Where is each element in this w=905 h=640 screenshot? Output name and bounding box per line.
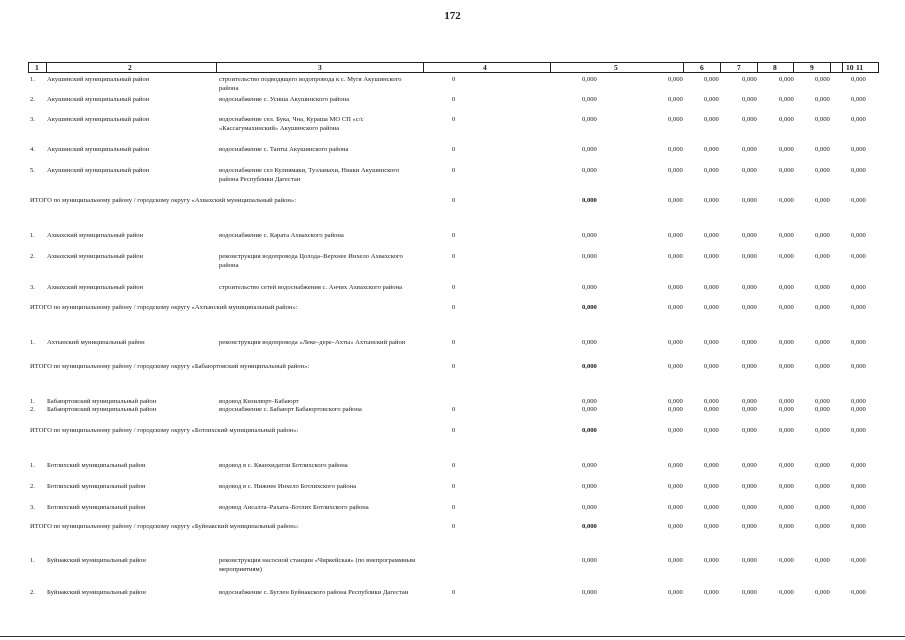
object-cell: строительство подводящего водопровода к с. Мугя Акушинского района <box>219 76 402 92</box>
value-cell-5: 0,000 <box>582 253 597 260</box>
value-cell-8: 0,000 <box>742 462 757 469</box>
value-cell-6: 0,000 <box>668 232 683 239</box>
col4-cell: 0 <box>452 304 456 311</box>
value-cell-9: 0,000 <box>779 167 794 174</box>
value-cell-5: 0,000 <box>582 339 597 346</box>
value-cell-9: 0,000 <box>779 197 794 204</box>
value-cell-6: 0,000 <box>668 146 683 153</box>
value-cell-7: 0,000 <box>704 96 719 103</box>
value-cell-7: 0,000 <box>704 406 719 413</box>
header-col-11: 11 <box>856 63 864 72</box>
col4-cell: 0 <box>452 116 456 123</box>
row-number: 3. <box>30 504 35 511</box>
value-cell-8: 0,000 <box>742 116 757 123</box>
value-cell-6: 0,000 <box>668 253 683 260</box>
value-cell-8: 0,000 <box>742 504 757 511</box>
value-cell-6: 0,000 <box>668 304 683 311</box>
value-cell-10: 0,000 <box>815 427 830 434</box>
value-cell-11: 0,000 <box>851 339 866 346</box>
header-col-9: 9 <box>810 63 814 72</box>
value-cell-8: 0,000 <box>742 96 757 103</box>
district-cell: Акушинский муниципальный район <box>47 146 150 153</box>
col4-cell: 0 <box>452 427 456 434</box>
value-cell-8: 0,000 <box>742 232 757 239</box>
object-cell: водовод Ансалта–Рахата–Ботлих Ботлихского района <box>219 504 369 511</box>
col4-cell: 0 <box>452 406 456 413</box>
value-cell-9: 0,000 <box>779 146 794 153</box>
value-cell-8: 0,000 <box>742 398 757 405</box>
value-cell-11: 0,000 <box>851 167 866 174</box>
row-number: 2. <box>30 483 35 490</box>
value-cell-5: 0,000 <box>582 232 597 239</box>
value-cell-11: 0,000 <box>851 76 866 83</box>
value-cell-5: 0,000 <box>582 504 597 511</box>
district-cell: Ахтынский муниципальный район <box>47 339 145 346</box>
value-cell-10: 0,000 <box>815 96 830 103</box>
value-cell-6: 0,000 <box>668 462 683 469</box>
value-cell-5: 0,000 <box>582 557 597 564</box>
row-number: 2. <box>30 589 35 596</box>
object-cell: водовод в с. Кванхидатли Ботлихского района <box>219 462 348 469</box>
row-number: 1. <box>30 462 35 469</box>
value-cell-6: 0,000 <box>668 504 683 511</box>
value-cell-11: 0,000 <box>851 398 866 405</box>
row-number: 5. <box>30 167 35 174</box>
value-cell-10: 0,000 <box>815 483 830 490</box>
value-cell-11: 0,000 <box>851 363 866 370</box>
value-cell-9: 0,000 <box>779 284 794 291</box>
value-cell-7: 0,000 <box>704 146 719 153</box>
value-cell-9: 0,000 <box>779 557 794 564</box>
value-cell-6: 0,000 <box>668 116 683 123</box>
value-cell-7: 0,000 <box>704 167 719 174</box>
value-cell-10: 0,000 <box>815 589 830 596</box>
value-cell-10: 0,000 <box>815 523 830 530</box>
value-cell-6: 0,000 <box>668 406 683 413</box>
row-number: 3. <box>30 116 35 123</box>
value-cell-6: 0,000 <box>668 339 683 346</box>
value-cell-5: 0,000 <box>582 116 597 123</box>
value-cell-7: 0,000 <box>704 116 719 123</box>
value-cell-10: 0,000 <box>815 146 830 153</box>
col4-cell: 0 <box>452 589 456 596</box>
value-cell-7: 0,000 <box>704 232 719 239</box>
value-cell-10: 0,000 <box>815 557 830 564</box>
value-cell-11: 0,000 <box>851 304 866 311</box>
row-number: 2. <box>30 406 35 413</box>
value-cell-8: 0,000 <box>742 197 757 204</box>
value-cell-8: 0,000 <box>742 339 757 346</box>
col4-cell: 0 <box>452 76 456 83</box>
value-cell-11: 0,000 <box>851 589 866 596</box>
header-divider <box>757 62 758 72</box>
col4-cell: 0 <box>452 483 456 490</box>
value-cell-9: 0,000 <box>779 462 794 469</box>
value-cell-8: 0,000 <box>742 557 757 564</box>
value-cell-6: 0,000 <box>668 523 683 530</box>
col4-cell: 0 <box>452 523 456 530</box>
value-cell-8: 0,000 <box>742 427 757 434</box>
col4-cell: 0 <box>452 96 456 103</box>
value-cell-8: 0,000 <box>742 76 757 83</box>
row-number: 1. <box>30 232 35 239</box>
value-cell-6: 0,000 <box>668 167 683 174</box>
district-cell: Бабаюртовский муниципальный район <box>47 398 157 405</box>
value-cell-5: 0,000 <box>582 589 597 596</box>
total-label: ИТОГО по муниципальному району / городскому округу «Ботлихский муниципальный район»: <box>30 427 299 434</box>
value-cell-7: 0,000 <box>704 339 719 346</box>
value-cell-11: 0,000 <box>851 116 866 123</box>
value-cell-9: 0,000 <box>779 253 794 260</box>
value-cell-6: 0,000 <box>668 284 683 291</box>
value-cell-8: 0,000 <box>742 483 757 490</box>
value-cell-11: 0,000 <box>851 523 866 530</box>
value-cell-9: 0,000 <box>779 398 794 405</box>
value-cell-11: 0,000 <box>851 462 866 469</box>
header-divider <box>720 62 721 72</box>
value-cell-10: 0,000 <box>815 406 830 413</box>
value-cell-10: 0,000 <box>815 398 830 405</box>
header-col-3: 3 <box>318 63 322 72</box>
district-cell: Ахвахский муниципальный район <box>47 232 144 239</box>
district-cell: Буйнакский муниципальный район <box>47 589 146 596</box>
row-number: 1. <box>30 76 35 83</box>
header-col-7: 7 <box>737 63 741 72</box>
value-cell-7: 0,000 <box>704 304 719 311</box>
district-cell: Ахвахский муниципальный район <box>47 253 144 260</box>
table-header <box>28 62 879 73</box>
header-divider <box>793 62 794 72</box>
col4-cell: 0 <box>452 504 456 511</box>
value-cell-9: 0,000 <box>779 232 794 239</box>
value-cell-8: 0,000 <box>742 523 757 530</box>
value-cell-9: 0,000 <box>779 96 794 103</box>
value-cell-9: 0,000 <box>779 304 794 311</box>
value-cell-7: 0,000 <box>704 253 719 260</box>
header-divider <box>878 62 879 72</box>
row-number: 1. <box>30 557 35 564</box>
district-cell: Ботлихский муниципальный район <box>47 483 146 490</box>
value-cell-8: 0,000 <box>742 304 757 311</box>
value-cell-10: 0,000 <box>815 304 830 311</box>
value-cell-9: 0,000 <box>779 427 794 434</box>
header-divider <box>28 62 29 72</box>
value-cell-9: 0,000 <box>779 406 794 413</box>
value-cell-6: 0,000 <box>668 197 683 204</box>
value-cell-11: 0,000 <box>851 427 866 434</box>
value-cell-5: 0,000 <box>582 284 597 291</box>
value-cell-9: 0,000 <box>779 504 794 511</box>
value-cell-8: 0,000 <box>742 363 757 370</box>
value-cell-6: 0,000 <box>668 96 683 103</box>
value-cell-7: 0,000 <box>704 523 719 530</box>
value-cell-6: 0,000 <box>668 398 683 405</box>
value-cell-5: 0,000 <box>582 167 597 174</box>
value-cell-10: 0,000 <box>815 116 830 123</box>
object-cell: водовод Кизилюрт–Бабаюрт <box>219 398 299 405</box>
value-cell-6: 0,000 <box>668 427 683 434</box>
value-cell-10: 0,000 <box>815 167 830 174</box>
value-cell-10: 0,000 <box>815 76 830 83</box>
header-divider <box>550 62 551 72</box>
header-col-4: 4 <box>483 63 487 72</box>
header-divider <box>46 62 47 72</box>
value-cell-7: 0,000 <box>704 589 719 596</box>
value-cell-10: 0,000 <box>815 363 830 370</box>
object-cell: водоснабжение сел. Бука, Чна, Кураша МО СП «с/с «Кассагумахинский» Акушинского района <box>219 116 364 132</box>
value-cell-11: 0,000 <box>851 96 866 103</box>
value-cell-5: 0,000 <box>582 406 597 413</box>
col4-cell: 0 <box>452 363 456 370</box>
header-col-6: 6 <box>700 63 704 72</box>
header-divider <box>842 62 843 72</box>
row-number: 3. <box>30 284 35 291</box>
value-cell-5: 0,000 <box>582 523 597 530</box>
col4-cell: 0 <box>452 339 456 346</box>
value-cell-11: 0,000 <box>851 253 866 260</box>
object-cell: реконструкция водопровода «Леке–дере–Ахты» Ахтынский район <box>219 339 406 346</box>
value-cell-6: 0,000 <box>668 483 683 490</box>
value-cell-7: 0,000 <box>704 398 719 405</box>
object-cell: реконструкция насосной станции «Чиркейская» (по внепрограммным мероприятиям) <box>219 557 416 573</box>
header-divider <box>423 62 424 72</box>
header-divider <box>830 62 831 72</box>
total-label: ИТОГО по муниципальному району / городскому округу «Ахвахский муниципальный район»: <box>30 197 297 204</box>
row-number: 1. <box>30 398 35 405</box>
object-cell: строительство сетей водоснабжения с. Анчих Ахвахского района <box>219 284 403 291</box>
header-col-8: 8 <box>773 63 777 72</box>
object-cell: водоснабжение с. Карата Ахвахского района <box>219 232 344 239</box>
value-cell-5: 0,000 <box>582 483 597 490</box>
district-cell: Буйнакский муниципальный район <box>47 557 146 564</box>
value-cell-9: 0,000 <box>779 339 794 346</box>
col4-cell: 0 <box>452 232 456 239</box>
row-number: 2. <box>30 96 35 103</box>
value-cell-11: 0,000 <box>851 483 866 490</box>
value-cell-10: 0,000 <box>815 232 830 239</box>
value-cell-11: 0,000 <box>851 146 866 153</box>
district-cell: Акушинский муниципальный район <box>47 167 150 174</box>
header-divider <box>216 62 217 72</box>
value-cell-6: 0,000 <box>668 557 683 564</box>
col4-cell: 0 <box>452 146 456 153</box>
value-cell-10: 0,000 <box>815 284 830 291</box>
value-cell-7: 0,000 <box>704 427 719 434</box>
value-cell-10: 0,000 <box>815 253 830 260</box>
value-cell-10: 0,000 <box>815 197 830 204</box>
value-cell-9: 0,000 <box>779 483 794 490</box>
value-cell-7: 0,000 <box>704 76 719 83</box>
object-cell: водоснабжение с. Танты Акушинского района <box>219 146 349 153</box>
value-cell-5: 0,000 <box>582 197 597 204</box>
object-cell: водоснабжение с. Буглен Буйнакского района Республики Дагестан <box>219 589 409 596</box>
value-cell-7: 0,000 <box>704 197 719 204</box>
value-cell-8: 0,000 <box>742 253 757 260</box>
value-cell-8: 0,000 <box>742 406 757 413</box>
district-cell: Акушинский муниципальный район <box>47 76 150 83</box>
value-cell-8: 0,000 <box>742 589 757 596</box>
col4-cell: 0 <box>452 197 456 204</box>
district-cell: Ботлихский муниципальный район <box>47 504 146 511</box>
value-cell-8: 0,000 <box>742 146 757 153</box>
value-cell-11: 0,000 <box>851 557 866 564</box>
col4-cell: 0 <box>452 462 456 469</box>
object-cell: водоснабжение сел Кулиямаки, Тузламахи, Ниаки Акушинского района Республики Дагестан <box>219 167 400 183</box>
value-cell-5: 0,000 <box>582 146 597 153</box>
total-label: ИТОГО по муниципальному району / городскому округу «Ахтынский муниципальный район»: <box>30 304 298 311</box>
col4-cell: 0 <box>452 284 456 291</box>
value-cell-5: 0,000 <box>582 304 597 311</box>
value-cell-10: 0,000 <box>815 504 830 511</box>
value-cell-5: 0,000 <box>582 96 597 103</box>
col4-cell: 0 <box>452 253 456 260</box>
header-col-10: 10 <box>846 63 854 72</box>
value-cell-6: 0,000 <box>668 363 683 370</box>
value-cell-11: 0,000 <box>851 197 866 204</box>
object-cell: водоснабжение с. Бабаюрт Бабаюртовского района <box>219 406 362 413</box>
district-cell: Ахвахский муниципальный район <box>47 284 144 291</box>
value-cell-5: 0,000 <box>582 398 597 405</box>
header-col-1: 1 <box>35 63 39 72</box>
value-cell-8: 0,000 <box>742 284 757 291</box>
total-label: ИТОГО по муниципальному району / городскому округу «Буйнакский муниципальный район»: <box>30 523 299 530</box>
value-cell-7: 0,000 <box>704 462 719 469</box>
value-cell-11: 0,000 <box>851 284 866 291</box>
district-cell: Бабаюртовский муниципальный район <box>47 406 157 413</box>
value-cell-6: 0,000 <box>668 589 683 596</box>
value-cell-9: 0,000 <box>779 363 794 370</box>
value-cell-5: 0,000 <box>582 427 597 434</box>
value-cell-5: 0,000 <box>582 462 597 469</box>
value-cell-9: 0,000 <box>779 523 794 530</box>
page-number: 172 <box>444 10 461 22</box>
district-cell: Ботлихский муниципальный район <box>47 462 146 469</box>
value-cell-7: 0,000 <box>704 504 719 511</box>
value-cell-7: 0,000 <box>704 284 719 291</box>
value-cell-10: 0,000 <box>815 339 830 346</box>
total-label: ИТОГО по муниципальному району / городскому округу «Бабаюртовский муниципальный район»: <box>30 363 310 370</box>
object-cell: водовод в с. Нижнее Инхело Ботлихского района <box>219 483 357 490</box>
row-number: 2. <box>30 253 35 260</box>
value-cell-7: 0,000 <box>704 363 719 370</box>
value-cell-9: 0,000 <box>779 589 794 596</box>
value-cell-7: 0,000 <box>704 557 719 564</box>
header-col-2: 2 <box>128 63 132 72</box>
col4-cell: 0 <box>452 167 456 174</box>
value-cell-11: 0,000 <box>851 406 866 413</box>
row-number: 4. <box>30 146 35 153</box>
value-cell-5: 0,000 <box>582 363 597 370</box>
value-cell-9: 0,000 <box>779 76 794 83</box>
header-divider <box>683 62 684 72</box>
value-cell-11: 0,000 <box>851 504 866 511</box>
district-cell: Акушинский муниципальный район <box>47 96 150 103</box>
value-cell-5: 0,000 <box>582 76 597 83</box>
object-cell: водоснабжение с. Усиша Акушинского района <box>219 96 350 103</box>
header-col-5: 5 <box>614 63 618 72</box>
value-cell-7: 0,000 <box>704 483 719 490</box>
value-cell-6: 0,000 <box>668 76 683 83</box>
row-number: 1. <box>30 339 35 346</box>
value-cell-11: 0,000 <box>851 232 866 239</box>
value-cell-10: 0,000 <box>815 462 830 469</box>
page-bottom-rule <box>0 636 905 637</box>
object-cell: реконструкция водопровода Цолода–Верхнее Инхело Ахвахского района <box>219 253 403 269</box>
value-cell-8: 0,000 <box>742 167 757 174</box>
district-cell: Акушинский муниципальный район <box>47 116 150 123</box>
value-cell-9: 0,000 <box>779 116 794 123</box>
